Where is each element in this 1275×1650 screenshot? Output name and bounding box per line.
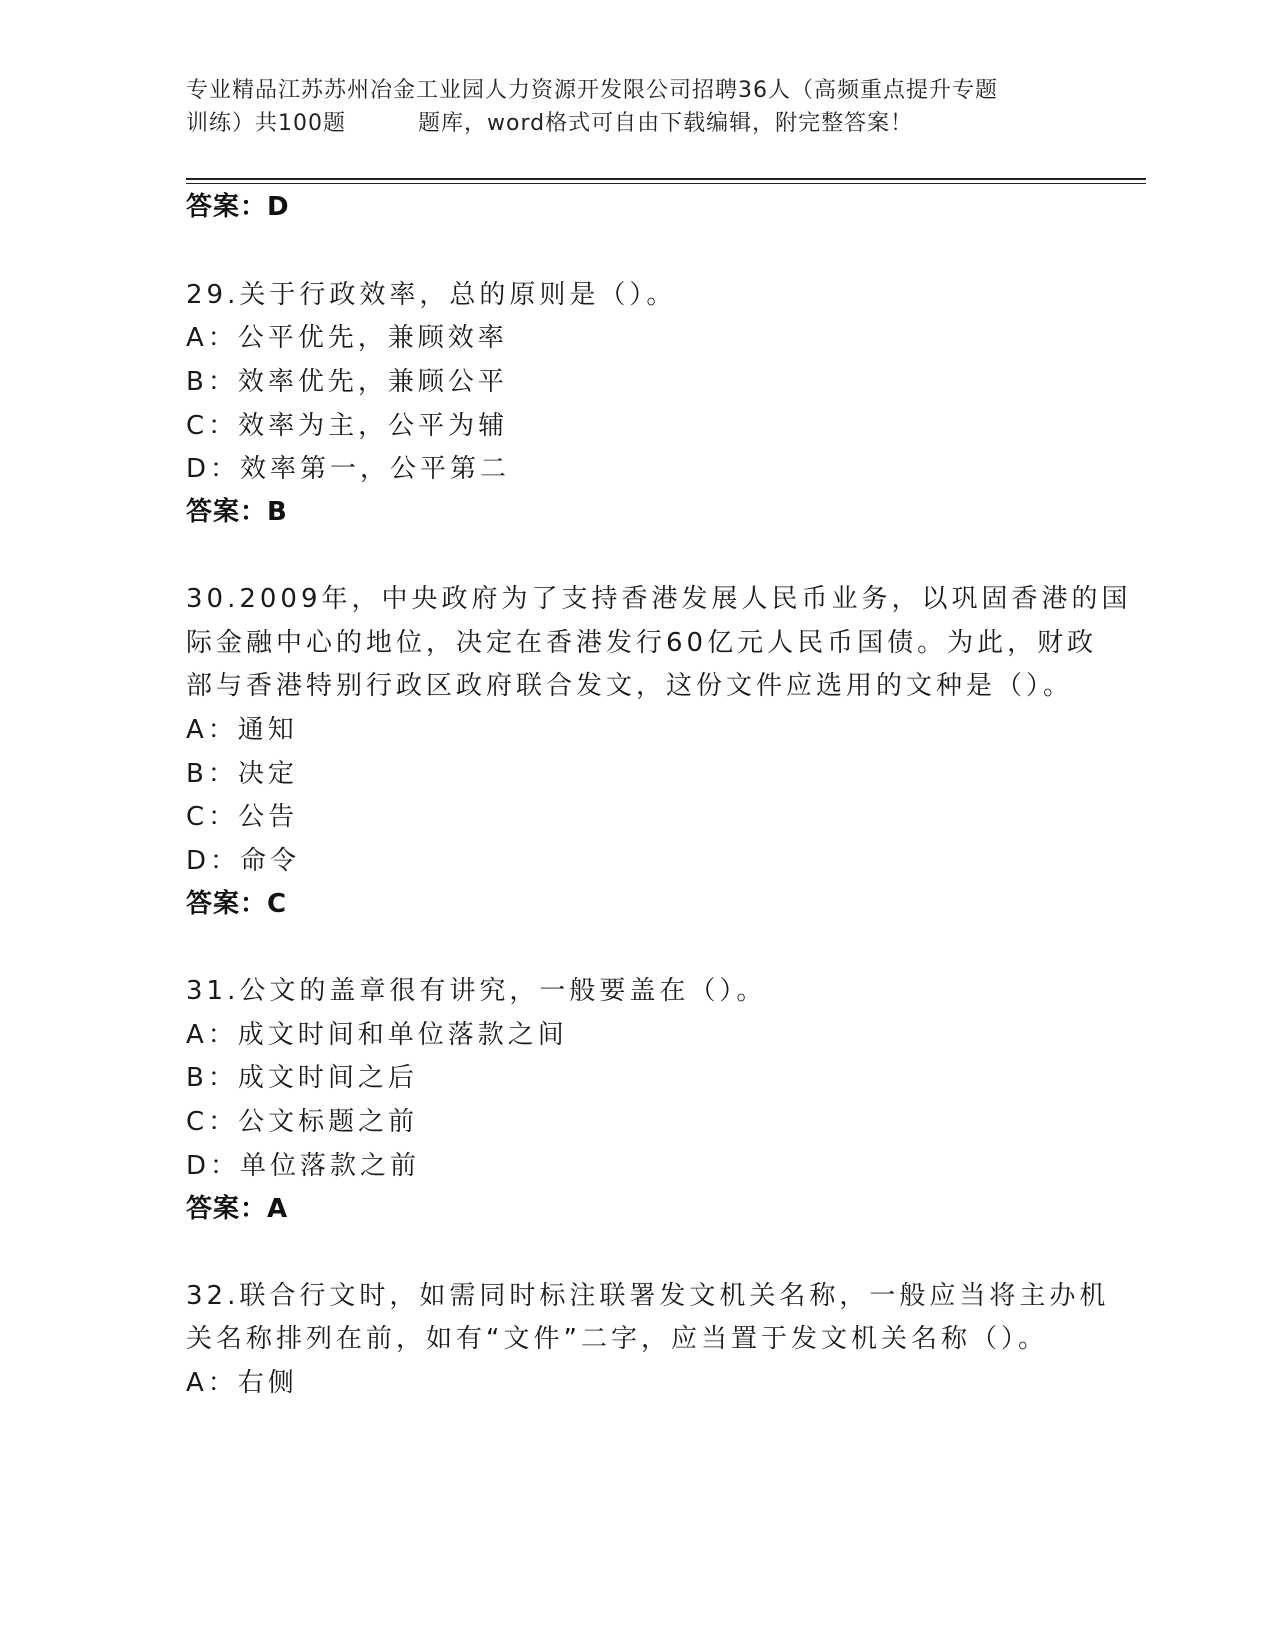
question-32-stem-line-2: 关名称排列在前，如有“文件”二字，应当置于发文机关名称（）。 [186,1324,1048,1354]
header-line-2-left: 训练）共100题 [186,111,346,136]
question-29-stem: 29.关于行政效率，总的原则是（）。 [186,280,677,310]
answer-q29: 答案：B [186,497,288,527]
header-line-2-right: 题库，word格式可自由下载编辑，附完整答案！ [418,111,914,136]
question-31-option-b: B：成文时间之后 [186,1063,418,1093]
answer-q30: 答案：C [186,889,288,919]
question-29-option-c: C：效率为主，公平为辅 [186,411,509,441]
question-30-option-a: A：通知 [186,715,298,745]
header-divider-thick [186,178,1146,180]
question-30-option-d: D：命令 [186,846,301,876]
question-29-option-a: A：公平优先，兼顾效率 [186,323,508,353]
header-divider-thin [186,183,1146,184]
question-31-option-d: D：单位落款之前 [186,1151,421,1181]
question-30-stem-line-2: 际金融中心的地位，决定在香港发行60亿元人民币国债。为此，财政 [186,628,1098,658]
question-32-option-a: A：右侧 [186,1368,298,1398]
question-31-option-a: A：成文时间和单位落款之间 [186,1020,568,1050]
answer-q28: 答案：D [186,192,290,222]
page-header [186,74,1086,140]
question-30-option-c: C：公告 [186,802,299,832]
question-31-stem: 31.公文的盖章很有讲究，一般要盖在（）。 [186,976,767,1006]
question-30-stem-line-3: 部与香港特别行政区政府联合发文，这份文件应选用的文种是（）。 [186,671,1074,701]
question-32-stem-line-1: 32.联合行文时，如需同时标注联署发文机关名称，一般应当将主办机 [186,1281,1110,1311]
question-30-stem-line-1: 30.2009年，中央政府为了支持香港发展人民币业务，以巩固香港的国 [186,584,1132,614]
question-29-option-d: D：效率第一，公平第二 [186,454,511,484]
header-line-2 [186,107,1086,140]
answer-q31: 答案：A [186,1194,289,1224]
question-31-option-c: C：公文标题之前 [186,1107,419,1137]
question-30-option-b: B：决定 [186,759,298,789]
header-line-1: 专业精品江苏苏州冶金工业园人力资源开发限公司招聘36人（高频重点提升专题 [186,78,998,103]
question-29-option-b: B：效率优先，兼顾公平 [186,367,508,397]
